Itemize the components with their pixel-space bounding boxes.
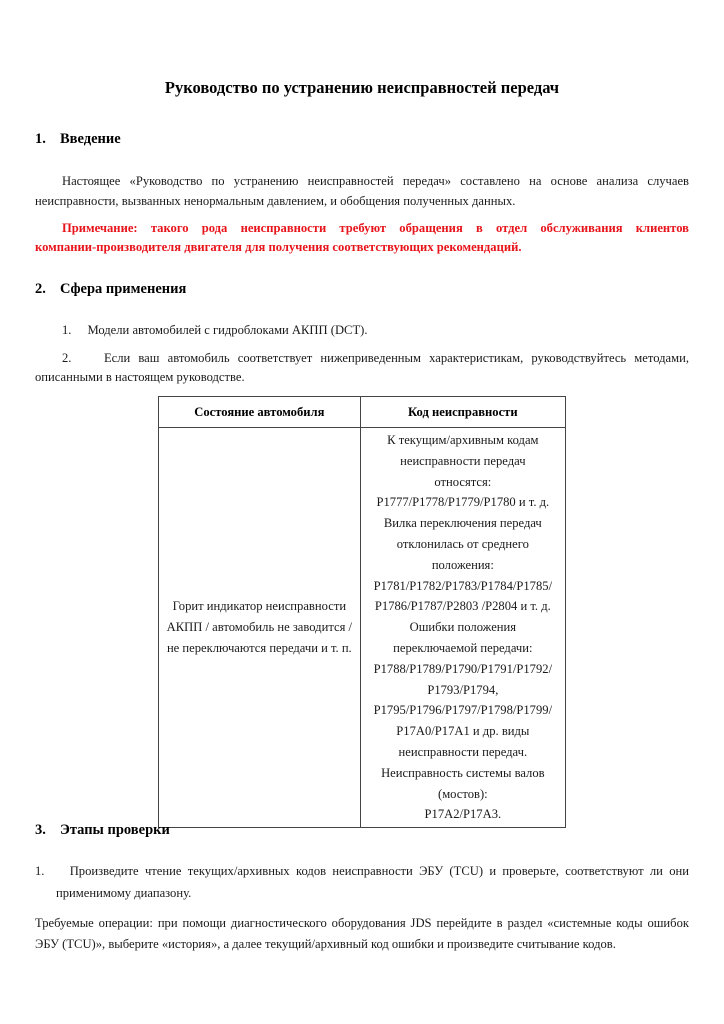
condition-cell: Горит индикатор неисправности АКПП / автомобиль не заводится / не переключаются передачи и т. п. — [159, 428, 361, 828]
scope-item-2-line-1: 2. Если ваш автомобиль соответствует нижеприведенным характеристикам, руководствуйтесь методами, — [62, 351, 689, 365]
fault-code-table — [158, 396, 566, 828]
section-number: 2. — [35, 281, 46, 297]
note-line-1: Примечание: такого рода неисправности требуют обращения в отдел обслуживания клиентов — [62, 221, 689, 235]
section-number: 3. — [35, 822, 46, 838]
check-step-1-line-2: применимому диапазону. — [56, 886, 192, 900]
fault-code-cell: К текущим/архивным кодам неисправности передач относятся: P1777/P1778/P1779/P1780 и т. д. Вилка переключения передач отклонилась от среднего положения: P1781/P1782/P1783/P1784/P1785/ P1786/P1787/P2803 /P2804 и т. д. Ошибки положения переключаемой передачи: P1788/P1789/P1790/P1791/P1792/ P1793/P1794, P1795/P1796/P1797/P1798/P1799/ P17A0/P17A1 и др. виды неисправности передач. Неисправность системы валов (мостов): P17A2/P17A3. — [360, 428, 565, 828]
scope-item-1: 1. Модели автомобилей с гидроблоками АКПП (DCT). — [62, 323, 368, 337]
scope-item-2-line-2: описанными в настоящем руководстве. — [35, 370, 245, 384]
section-title: Сфера применения — [60, 281, 187, 297]
section-3-heading — [35, 822, 170, 839]
intro-paragraph-line-2: неисправности, вызванных ненормальным давлением, и обобщения полученных данных. — [35, 194, 516, 208]
column-header-code: Код неисправности — [360, 397, 565, 428]
section-title: Введение — [60, 131, 121, 147]
section-1-heading — [35, 131, 121, 148]
section-title: Этапы проверки — [60, 822, 170, 838]
operations-line-2: ЭБУ (TCU)», выберите «история», а далее текущий/архивный код ошибки и произведите считывание кодов. — [35, 937, 616, 951]
section-2-heading — [35, 281, 186, 298]
column-header-condition: Состояние автомобиля — [159, 397, 361, 428]
table-header-row — [159, 397, 566, 428]
note-line-2: компании-производителя двигателя для получения соответствующих рекомендаций. — [35, 240, 522, 254]
check-step-1-line-1: 1. Произведите чтение текущих/архивных кодов неисправности ЭБУ (TCU) и проверьте, соответствуют ли они — [35, 864, 689, 878]
operations-line-1: Требуемые операции: при помощи диагностического оборудования JDS перейдите в раздел «системные коды ошибок — [35, 916, 689, 930]
intro-paragraph-line-1: Настоящее «Руководство по устранению неисправностей передач» составлено на основе анализа случаев — [62, 174, 689, 188]
document-title: Руководство по устранению неисправностей передач — [164, 78, 560, 97]
section-number: 1. — [35, 131, 46, 147]
table-row — [159, 428, 566, 828]
